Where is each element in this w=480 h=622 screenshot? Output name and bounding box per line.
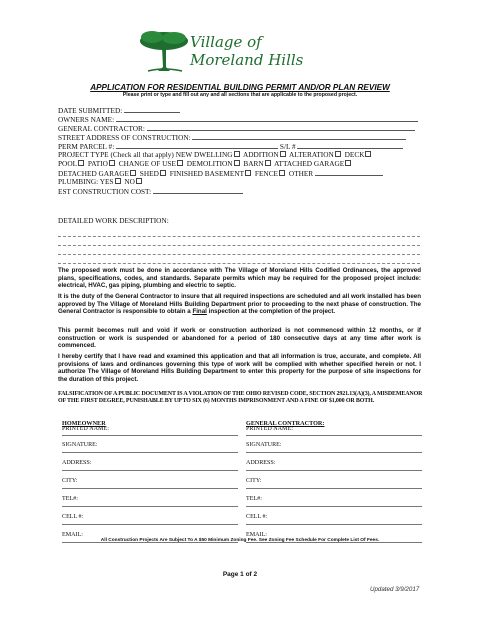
- sl-field[interactable]: [297, 142, 403, 149]
- homeowner-tel-label: TEL#:: [62, 496, 78, 502]
- homeowner-city-field[interactable]: [62, 488, 238, 489]
- street-address-field[interactable]: [192, 133, 406, 140]
- zoning-fee-note: All Construction Projects Are Subject To A $50 Minimum Zoning Fee. See Zoning Fee Schedule For Complete List Of Fees.: [100, 538, 380, 543]
- inspection-text-c: inspection at the completion of the project.: [206, 308, 336, 316]
- demolition-checkbox[interactable]: [234, 160, 240, 166]
- date-submitted-field[interactable]: [124, 106, 180, 113]
- description-line-3[interactable]: [58, 254, 420, 255]
- contractor-printed-name-field[interactable]: [246, 435, 422, 436]
- contractor-signature-label: SIGNATURE:: [246, 442, 282, 448]
- type-demolition-label: DEMOLITION: [186, 159, 233, 168]
- void-paragraph: This permit becomes null and void if work or construction authorized is not commenced within 12 months, or if construction or work is suspended or abandoned for a period of 180 consecutive days at any time after work is commenced.: [58, 327, 421, 350]
- page-number: Page 1 of 2: [222, 571, 258, 578]
- type-fence-label: FENCE: [254, 169, 279, 178]
- homeowner-cell-label: CELL #:: [62, 514, 84, 520]
- alteration-checkbox[interactable]: [335, 151, 341, 157]
- other-field[interactable]: [315, 169, 383, 176]
- plumbing-yes-label: YES: [99, 177, 114, 186]
- type-shed-label: SHED: [139, 169, 159, 178]
- deck-checkbox[interactable]: [365, 151, 371, 157]
- contractor-email-label: EMAIL:: [246, 532, 267, 538]
- type-alteration-label: ALTERATION: [289, 150, 334, 159]
- project-type-row-2: [58, 160, 353, 169]
- type-other-label: OTHER: [288, 169, 314, 178]
- plumbing-yes-checkbox[interactable]: [115, 178, 121, 184]
- perm-parcel-field[interactable]: [116, 142, 278, 149]
- sl-label: S/L #: [279, 142, 296, 151]
- logo-text-line1: Village of: [190, 33, 262, 51]
- plumbing-no-checkbox[interactable]: [136, 178, 142, 184]
- plumbing-no-label: NO: [124, 177, 135, 186]
- contractor-address-field[interactable]: [246, 470, 422, 471]
- est-cost-row: [58, 187, 243, 197]
- addition-checkbox[interactable]: [280, 151, 286, 157]
- owners-name-label: OWNERS NAME:: [58, 115, 115, 124]
- homeowner-printed-name-field[interactable]: [62, 435, 238, 436]
- contractor-cell-field[interactable]: [246, 524, 422, 525]
- homeowner-signature-field[interactable]: [62, 452, 238, 453]
- patio-checkbox[interactable]: [109, 160, 115, 166]
- type-pool-label: POOL: [58, 159, 78, 168]
- type-finished-basement-label: FINISHED BASEMENT: [169, 169, 245, 178]
- barn-checkbox[interactable]: [265, 160, 271, 166]
- type-deck-label: DECK: [344, 150, 365, 159]
- type-detached-garage-label: DETACHED GARAGE: [58, 169, 129, 178]
- perm-parcel-label: PERM PARCEL #:: [58, 142, 115, 151]
- plumbing-label: PLUMBING:: [58, 177, 99, 186]
- description-line-4[interactable]: [58, 263, 420, 264]
- homeowner-address-label: ADDRESS:: [62, 460, 92, 466]
- contractor-block: [246, 420, 422, 543]
- est-cost-label: EST CONSTRUCTION COST:: [58, 187, 152, 196]
- contractor-signature-field[interactable]: [246, 452, 422, 453]
- homeowner-cell-field[interactable]: [62, 524, 238, 525]
- attached-garage-checkbox[interactable]: [345, 160, 351, 166]
- date-submitted-label: DATE SUBMITTED:: [58, 106, 123, 115]
- falsification-warning: FALSIFICATION OF A PUBLIC DOCUMENT IS A VIOLATION OF THE OHIO REVISED CODE, SECTION 2921.13(A)(3), A MISDEMEANOR OF THE FIRST DEGREE, PUNISHABLE BY UP TO SIX (6) MONTHS IMPRISONMENT AND A FINE OF $1,000 OR BOTH.: [58, 391, 423, 405]
- form-subtitle: Please print or type and fill out any and all sections that are applicable to the proposed project.: [122, 92, 358, 98]
- fence-checkbox[interactable]: [279, 170, 285, 176]
- general-contractor-label: GENERAL CONTRACTOR:: [58, 124, 145, 133]
- shed-checkbox[interactable]: [160, 170, 166, 176]
- contractor-tel-field[interactable]: [246, 506, 422, 507]
- type-patio-label: PATIO: [87, 159, 108, 168]
- owners-name-field[interactable]: [116, 115, 418, 122]
- type-new-dwelling-label: NEW DWELLING: [175, 150, 233, 159]
- contractor-city-label: CITY:: [246, 478, 262, 484]
- inspection-paragraph: [58, 293, 421, 316]
- description-line-1[interactable]: [58, 236, 420, 237]
- project-type-label: PROJECT TYPE (Check all that apply): [58, 150, 174, 159]
- inspection-text-a: It is the duty of the General Contractor to insure that all required inspections are scheduled and all work installed has been approved by The Village of Moreland Hills Building Department prior to proceeding to the next phase of construction. The General Contractor is responsible to obtain a: [58, 293, 421, 316]
- street-address-label: STREET ADDRESS OF CONSTRUCTION:: [58, 133, 191, 142]
- homeowner-heading: HOMEOWNER: [62, 420, 106, 427]
- detailed-work-label: DETAILED WORK DESCRIPTION:: [58, 216, 169, 225]
- homeowner-block: [62, 420, 238, 543]
- contractor-address-label: ADDRESS:: [246, 460, 276, 466]
- tree-icon: [138, 27, 190, 75]
- type-attached-garage-label: ATTACHED GARAGE: [274, 159, 345, 168]
- logo-text-line2: Moreland Hills: [190, 51, 304, 69]
- contractor-city-field[interactable]: [246, 488, 422, 489]
- homeowner-email-label: EMAIL:: [62, 532, 83, 538]
- updated-date: Updated 3/9/2017: [370, 586, 420, 593]
- general-contractor-field[interactable]: [147, 124, 415, 131]
- contractor-printed-name-label: PRINTED NAME:: [246, 426, 293, 432]
- plumbing-row: [58, 178, 144, 187]
- pool-checkbox[interactable]: [78, 160, 84, 166]
- change-of-use-checkbox[interactable]: [177, 160, 183, 166]
- certification-paragraph: I hereby certify that I have read and examined this application and that all information is true, accurate, and complete. All provisions of laws and ordinances governing this type of work will be complied with whether specified herein or not. I authorize The Village of Moreland Hills Building Department to enter this property for the purpose of site inspections for the duration of this project.: [58, 353, 421, 383]
- new-dwelling-checkbox[interactable]: [234, 151, 240, 157]
- village-logo: [138, 27, 358, 75]
- inspection-text-final: Final: [192, 308, 207, 316]
- contractor-tel-label: TEL#:: [246, 496, 262, 502]
- contractor-heading: GENERAL CONTRACTOR:: [246, 420, 325, 427]
- contractor-cell-label: CELL #:: [246, 514, 268, 520]
- type-change-of-use-label: CHANGE OF USE: [118, 159, 176, 168]
- homeowner-address-field[interactable]: [62, 470, 238, 471]
- est-cost-field[interactable]: [153, 187, 243, 194]
- type-addition-label: ADDITION: [242, 150, 279, 159]
- homeowner-signature-label: SIGNATURE:: [62, 442, 98, 448]
- form-title: APPLICATION FOR RESIDENTIAL BUILDING PERMIT AND/OR PLAN REVIEW: [90, 83, 390, 92]
- ordinance-paragraph: The proposed work must be done in accordance with The Village of Moreland Hills Codified Ordinances, the approved plans, specifications, codes, and standards. Separate permits which may be required for the proposed project include: electrical, HVAC, gas piping, plumbing and electric to septic.: [58, 267, 421, 290]
- description-line-2[interactable]: [58, 245, 420, 246]
- type-barn-label: BARN: [243, 159, 264, 168]
- homeowner-city-label: CITY:: [62, 478, 78, 484]
- finished-basement-checkbox[interactable]: [245, 170, 251, 176]
- detached-garage-checkbox[interactable]: [130, 170, 136, 176]
- homeowner-printed-name-label: PRINTED NAME:: [62, 426, 109, 432]
- homeowner-tel-field[interactable]: [62, 506, 238, 507]
